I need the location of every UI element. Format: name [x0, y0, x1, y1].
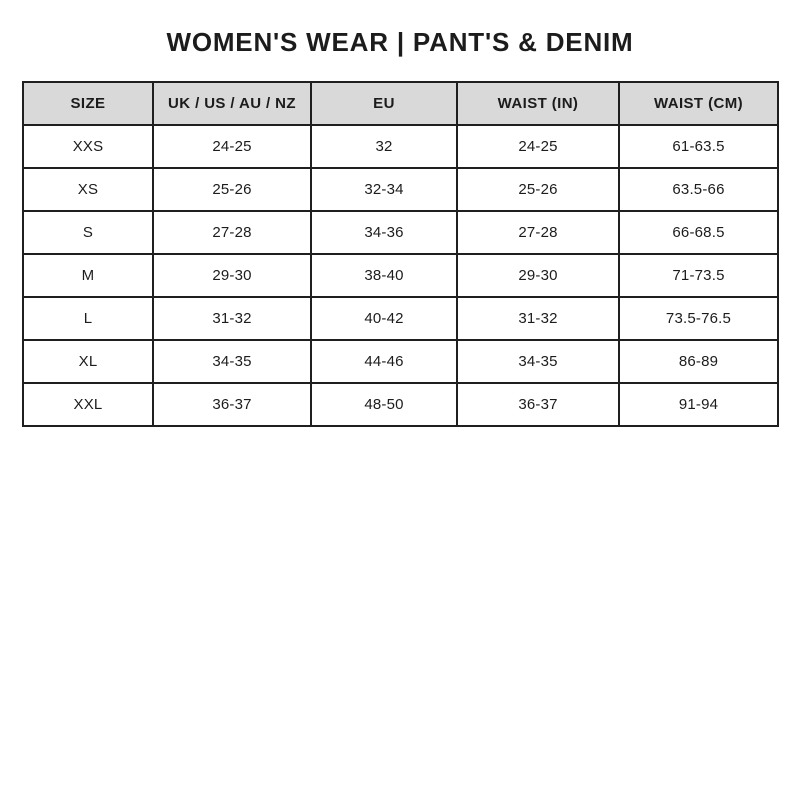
table-cell: 32 — [311, 125, 457, 168]
table-header-row — [23, 82, 778, 125]
table-cell: 48-50 — [311, 383, 457, 426]
table-cell: 86-89 — [619, 340, 778, 383]
table-cell: 36-37 — [457, 383, 619, 426]
table-cell: 44-46 — [311, 340, 457, 383]
table-cell: 91-94 — [619, 383, 778, 426]
page-title: WOMEN'S WEAR | PANT'S & DENIM — [166, 27, 634, 57]
table-cell: 25-26 — [457, 168, 619, 211]
table-cell-size: XS — [23, 168, 153, 211]
table-cell-size: L — [23, 297, 153, 340]
table-cell: 40-42 — [311, 297, 457, 340]
table-row — [23, 211, 778, 254]
size-chart-table — [22, 81, 779, 427]
table-cell: 73.5-76.5 — [619, 297, 778, 340]
column-header-eu: EU — [311, 82, 457, 125]
table-cell-size: XXL — [23, 383, 153, 426]
table-row — [23, 254, 778, 297]
table-row — [23, 297, 778, 340]
table-cell-size: XXS — [23, 125, 153, 168]
table-cell: 34-35 — [153, 340, 311, 383]
column-header-size: SIZE — [23, 82, 153, 125]
table-cell: 36-37 — [153, 383, 311, 426]
table-cell: 71-73.5 — [619, 254, 778, 297]
column-header-waist-in: WAIST (IN) — [457, 82, 619, 125]
table-row — [23, 340, 778, 383]
table-cell-size: S — [23, 211, 153, 254]
table-cell: 63.5-66 — [619, 168, 778, 211]
table-row — [23, 168, 778, 211]
table-cell: 34-36 — [311, 211, 457, 254]
table-cell: 24-25 — [457, 125, 619, 168]
table-cell: 34-35 — [457, 340, 619, 383]
table-cell: 29-30 — [457, 254, 619, 297]
table-cell: 25-26 — [153, 168, 311, 211]
column-header-uk-us-au-nz: UK / US / AU / NZ — [153, 82, 311, 125]
table-cell: 31-32 — [457, 297, 619, 340]
table-cell: 27-28 — [153, 211, 311, 254]
table-cell-size: M — [23, 254, 153, 297]
table-cell: 24-25 — [153, 125, 311, 168]
table-cell: 32-34 — [311, 168, 457, 211]
table-row — [23, 383, 778, 426]
table-cell: 29-30 — [153, 254, 311, 297]
table-row — [23, 125, 778, 168]
column-header-waist-cm: WAIST (CM) — [619, 82, 778, 125]
table-cell-size: XL — [23, 340, 153, 383]
table-cell: 61-63.5 — [619, 125, 778, 168]
table-cell: 31-32 — [153, 297, 311, 340]
table-cell: 66-68.5 — [619, 211, 778, 254]
table-cell: 27-28 — [457, 211, 619, 254]
table-cell: 38-40 — [311, 254, 457, 297]
